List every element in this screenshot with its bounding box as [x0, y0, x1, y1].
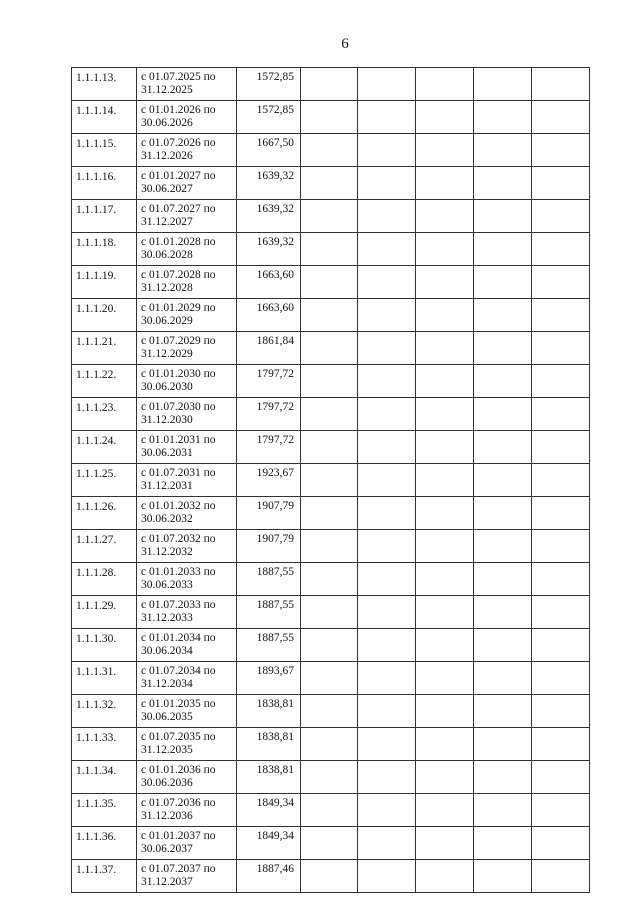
row-number-cell: 1.1.1.13.	[72, 68, 137, 101]
period-start: с 01.07.2026 по	[141, 137, 216, 149]
period-cell	[137, 563, 237, 596]
period-start: с 01.07.2031 по	[141, 467, 216, 479]
value-cell: 1907,79	[237, 497, 301, 530]
table-row	[72, 530, 590, 563]
value-cell: 1797,72	[237, 398, 301, 431]
empty-cell	[532, 167, 590, 200]
period-end: 31.12.2036	[141, 810, 193, 822]
empty-cell	[358, 200, 416, 233]
empty-cell	[474, 233, 532, 266]
period-start: с 01.01.2035 по	[141, 698, 216, 710]
table-row	[72, 68, 590, 101]
row-number-cell: 1.1.1.32.	[72, 695, 137, 728]
empty-cell	[301, 365, 358, 398]
empty-cell	[474, 464, 532, 497]
row-number-cell: 1.1.1.35.	[72, 794, 137, 827]
empty-cell	[358, 497, 416, 530]
empty-cell	[301, 464, 358, 497]
period-cell	[137, 827, 237, 860]
row-number-cell: 1.1.1.28.	[72, 563, 137, 596]
empty-cell	[474, 761, 532, 794]
period-cell	[137, 695, 237, 728]
empty-cell	[532, 827, 590, 860]
empty-cell	[532, 332, 590, 365]
value-cell: 1639,32	[237, 167, 301, 200]
empty-cell	[416, 134, 474, 167]
empty-cell	[358, 266, 416, 299]
period-end: 31.12.2025	[141, 84, 193, 96]
empty-cell	[358, 398, 416, 431]
table-row	[72, 827, 590, 860]
value-cell: 1861,84	[237, 332, 301, 365]
row-number-cell: 1.1.1.18.	[72, 233, 137, 266]
period-start: с 01.01.2027 по	[141, 170, 216, 182]
row-number-cell: 1.1.1.20.	[72, 299, 137, 332]
empty-cell	[416, 860, 474, 893]
table-row	[72, 299, 590, 332]
empty-cell	[358, 596, 416, 629]
period-end: 30.06.2026	[141, 117, 193, 129]
table-row	[72, 134, 590, 167]
empty-cell	[474, 728, 532, 761]
empty-cell	[301, 827, 358, 860]
row-number-cell: 1.1.1.14.	[72, 101, 137, 134]
empty-cell	[532, 398, 590, 431]
table-row	[72, 761, 590, 794]
page-number: 6	[341, 36, 349, 52]
empty-cell	[532, 563, 590, 596]
empty-cell	[358, 563, 416, 596]
empty-cell	[532, 431, 590, 464]
empty-cell	[474, 167, 532, 200]
row-number-cell: 1.1.1.16.	[72, 167, 137, 200]
row-number-cell: 1.1.1.19.	[72, 266, 137, 299]
empty-cell	[532, 596, 590, 629]
period-start: с 01.01.2036 по	[141, 764, 216, 776]
empty-cell	[416, 200, 474, 233]
value-cell: 1797,72	[237, 431, 301, 464]
period-start: с 01.07.2027 по	[141, 203, 216, 215]
empty-cell	[416, 431, 474, 464]
period-cell	[137, 431, 237, 464]
empty-cell	[358, 695, 416, 728]
empty-cell	[416, 167, 474, 200]
empty-cell	[474, 497, 532, 530]
period-end: 30.06.2035	[141, 711, 193, 723]
row-number-cell: 1.1.1.23.	[72, 398, 137, 431]
empty-cell	[301, 629, 358, 662]
period-end: 30.06.2032	[141, 513, 193, 525]
value-cell: 1667,50	[237, 134, 301, 167]
empty-cell	[416, 365, 474, 398]
period-end: 31.12.2032	[141, 546, 193, 558]
empty-cell	[474, 431, 532, 464]
period-start: с 01.07.2034 по	[141, 665, 216, 677]
empty-cell	[301, 398, 358, 431]
period-start: с 01.07.2035 по	[141, 731, 216, 743]
table-row	[72, 431, 590, 464]
empty-cell	[416, 728, 474, 761]
period-end: 31.12.2037	[141, 876, 193, 888]
empty-cell	[358, 464, 416, 497]
period-end: 31.12.2030	[141, 414, 193, 426]
empty-cell	[301, 299, 358, 332]
empty-cell	[358, 68, 416, 101]
period-cell	[137, 662, 237, 695]
empty-cell	[301, 728, 358, 761]
empty-cell	[416, 266, 474, 299]
table-row	[72, 167, 590, 200]
row-number-cell: 1.1.1.17.	[72, 200, 137, 233]
value-cell: 1907,79	[237, 530, 301, 563]
table-row	[72, 596, 590, 629]
empty-cell	[532, 299, 590, 332]
empty-cell	[474, 365, 532, 398]
period-cell	[137, 497, 237, 530]
value-cell: 1572,85	[237, 68, 301, 101]
period-cell	[137, 101, 237, 134]
table-row	[72, 398, 590, 431]
period-cell	[137, 596, 237, 629]
empty-cell	[416, 497, 474, 530]
value-cell: 1849,34	[237, 827, 301, 860]
empty-cell	[358, 365, 416, 398]
table-row	[72, 794, 590, 827]
row-number-cell: 1.1.1.37.	[72, 860, 137, 893]
row-number-cell: 1.1.1.31.	[72, 662, 137, 695]
empty-cell	[301, 431, 358, 464]
empty-cell	[532, 365, 590, 398]
period-start: с 01.07.2032 по	[141, 533, 216, 545]
period-end: 30.06.2029	[141, 315, 193, 327]
empty-cell	[532, 134, 590, 167]
value-cell: 1572,85	[237, 101, 301, 134]
value-cell: 1797,72	[237, 365, 301, 398]
empty-cell	[301, 233, 358, 266]
row-number-cell: 1.1.1.21.	[72, 332, 137, 365]
empty-cell	[532, 860, 590, 893]
empty-cell	[358, 728, 416, 761]
table-body	[72, 68, 590, 893]
empty-cell	[416, 464, 474, 497]
value-cell: 1887,55	[237, 596, 301, 629]
period-cell	[137, 134, 237, 167]
empty-cell	[358, 167, 416, 200]
period-start: с 01.07.2030 по	[141, 401, 216, 413]
table-row	[72, 200, 590, 233]
empty-cell	[416, 233, 474, 266]
empty-cell	[474, 299, 532, 332]
empty-cell	[301, 134, 358, 167]
period-start: с 01.07.2033 по	[141, 599, 216, 611]
table-row	[72, 629, 590, 662]
period-cell	[137, 464, 237, 497]
row-number-cell: 1.1.1.34.	[72, 761, 137, 794]
table-row	[72, 497, 590, 530]
row-number-cell: 1.1.1.24.	[72, 431, 137, 464]
empty-cell	[416, 398, 474, 431]
empty-cell	[474, 134, 532, 167]
empty-cell	[532, 695, 590, 728]
period-end: 31.12.2033	[141, 612, 193, 624]
row-number-cell: 1.1.1.33.	[72, 728, 137, 761]
period-end: 31.12.2029	[141, 348, 193, 360]
period-cell	[137, 299, 237, 332]
empty-cell	[474, 266, 532, 299]
value-cell: 1838,81	[237, 695, 301, 728]
empty-cell	[301, 563, 358, 596]
empty-cell	[358, 233, 416, 266]
period-start: с 01.01.2037 по	[141, 830, 216, 842]
empty-cell	[416, 662, 474, 695]
empty-cell	[416, 563, 474, 596]
value-cell: 1887,55	[237, 563, 301, 596]
tariff-table	[71, 67, 590, 893]
period-cell	[137, 530, 237, 563]
empty-cell	[474, 827, 532, 860]
empty-cell	[416, 68, 474, 101]
period-start: с 01.01.2028 по	[141, 236, 216, 248]
empty-cell	[358, 332, 416, 365]
empty-cell	[301, 101, 358, 134]
empty-cell	[416, 299, 474, 332]
empty-cell	[358, 629, 416, 662]
period-end: 31.12.2034	[141, 678, 193, 690]
value-cell: 1923,67	[237, 464, 301, 497]
row-number-cell: 1.1.1.27.	[72, 530, 137, 563]
value-cell: 1663,60	[237, 266, 301, 299]
value-cell: 1893,67	[237, 662, 301, 695]
table-row	[72, 266, 590, 299]
empty-cell	[532, 497, 590, 530]
row-number-cell: 1.1.1.15.	[72, 134, 137, 167]
empty-cell	[358, 299, 416, 332]
empty-cell	[301, 695, 358, 728]
empty-cell	[474, 563, 532, 596]
empty-cell	[416, 530, 474, 563]
empty-cell	[532, 728, 590, 761]
table-row	[72, 365, 590, 398]
empty-cell	[416, 794, 474, 827]
value-cell: 1838,81	[237, 761, 301, 794]
period-end: 30.06.2028	[141, 249, 193, 261]
empty-cell	[532, 464, 590, 497]
empty-cell	[358, 134, 416, 167]
period-cell	[137, 233, 237, 266]
empty-cell	[358, 662, 416, 695]
period-cell	[137, 68, 237, 101]
table-row	[72, 728, 590, 761]
period-start: с 01.07.2025 по	[141, 71, 216, 83]
empty-cell	[532, 200, 590, 233]
period-cell	[137, 167, 237, 200]
table-row	[72, 101, 590, 134]
empty-cell	[474, 695, 532, 728]
period-start: с 01.01.2029 по	[141, 302, 216, 314]
empty-cell	[474, 68, 532, 101]
empty-cell	[416, 827, 474, 860]
empty-cell	[358, 860, 416, 893]
empty-cell	[532, 266, 590, 299]
empty-cell	[474, 860, 532, 893]
period-end: 31.12.2027	[141, 216, 193, 228]
period-cell	[137, 860, 237, 893]
empty-cell	[358, 530, 416, 563]
empty-cell	[358, 794, 416, 827]
period-start: с 01.01.2030 по	[141, 368, 216, 380]
value-cell: 1849,34	[237, 794, 301, 827]
row-number-cell: 1.1.1.25.	[72, 464, 137, 497]
period-start: с 01.01.2026 по	[141, 104, 216, 116]
empty-cell	[474, 101, 532, 134]
empty-cell	[301, 167, 358, 200]
table-row	[72, 662, 590, 695]
table-row	[72, 695, 590, 728]
empty-cell	[532, 233, 590, 266]
empty-cell	[474, 332, 532, 365]
empty-cell	[416, 596, 474, 629]
empty-cell	[474, 596, 532, 629]
period-cell	[137, 398, 237, 431]
empty-cell	[532, 794, 590, 827]
value-cell: 1887,55	[237, 629, 301, 662]
empty-cell	[358, 761, 416, 794]
empty-cell	[474, 629, 532, 662]
period-start: с 01.07.2028 по	[141, 269, 216, 281]
empty-cell	[532, 68, 590, 101]
empty-cell	[301, 200, 358, 233]
row-number-cell: 1.1.1.36.	[72, 827, 137, 860]
empty-cell	[532, 629, 590, 662]
period-cell	[137, 794, 237, 827]
period-cell	[137, 728, 237, 761]
value-cell: 1887,46	[237, 860, 301, 893]
period-end: 30.06.2030	[141, 381, 193, 393]
period-end: 31.12.2026	[141, 150, 193, 162]
period-end: 31.12.2028	[141, 282, 193, 294]
period-cell	[137, 761, 237, 794]
table-row	[72, 563, 590, 596]
row-number-cell: 1.1.1.30.	[72, 629, 137, 662]
period-start: с 01.07.2029 по	[141, 335, 216, 347]
empty-cell	[416, 332, 474, 365]
period-start: с 01.07.2036 по	[141, 797, 216, 809]
row-number-cell: 1.1.1.22.	[72, 365, 137, 398]
period-start: с 01.01.2034 по	[141, 632, 216, 644]
period-end: 30.06.2037	[141, 843, 193, 855]
value-cell: 1838,81	[237, 728, 301, 761]
empty-cell	[358, 431, 416, 464]
empty-cell	[416, 761, 474, 794]
period-end: 30.06.2036	[141, 777, 193, 789]
empty-cell	[301, 761, 358, 794]
empty-cell	[301, 662, 358, 695]
empty-cell	[532, 530, 590, 563]
period-cell	[137, 332, 237, 365]
empty-cell	[416, 629, 474, 662]
period-end: 30.06.2034	[141, 645, 193, 657]
empty-cell	[416, 101, 474, 134]
period-end: 30.06.2033	[141, 579, 193, 591]
empty-cell	[301, 860, 358, 893]
empty-cell	[301, 530, 358, 563]
empty-cell	[532, 101, 590, 134]
period-cell	[137, 629, 237, 662]
period-end: 31.12.2035	[141, 744, 193, 756]
empty-cell	[301, 596, 358, 629]
period-start: с 01.01.2032 по	[141, 500, 216, 512]
row-number-cell: 1.1.1.29.	[72, 596, 137, 629]
empty-cell	[474, 398, 532, 431]
period-end: 31.12.2031	[141, 480, 193, 492]
period-end: 30.06.2031	[141, 447, 193, 459]
empty-cell	[416, 695, 474, 728]
empty-cell	[301, 497, 358, 530]
empty-cell	[301, 332, 358, 365]
empty-cell	[474, 200, 532, 233]
empty-cell	[301, 266, 358, 299]
empty-cell	[301, 68, 358, 101]
period-start: с 01.01.2031 по	[141, 434, 216, 446]
empty-cell	[358, 101, 416, 134]
empty-cell	[532, 662, 590, 695]
value-cell: 1639,32	[237, 233, 301, 266]
period-cell	[137, 266, 237, 299]
table-row	[72, 464, 590, 497]
empty-cell	[474, 662, 532, 695]
period-start: с 01.07.2037 по	[141, 863, 216, 875]
empty-cell	[301, 794, 358, 827]
value-cell: 1663,60	[237, 299, 301, 332]
value-cell: 1639,32	[237, 200, 301, 233]
table-row	[72, 233, 590, 266]
empty-cell	[358, 827, 416, 860]
period-start: с 01.01.2033 по	[141, 566, 216, 578]
period-cell	[137, 200, 237, 233]
table-row	[72, 860, 590, 893]
empty-cell	[474, 530, 532, 563]
row-number-cell: 1.1.1.26.	[72, 497, 137, 530]
table-row	[72, 332, 590, 365]
period-end: 30.06.2027	[141, 183, 193, 195]
empty-cell	[532, 761, 590, 794]
empty-cell	[474, 794, 532, 827]
period-cell	[137, 365, 237, 398]
